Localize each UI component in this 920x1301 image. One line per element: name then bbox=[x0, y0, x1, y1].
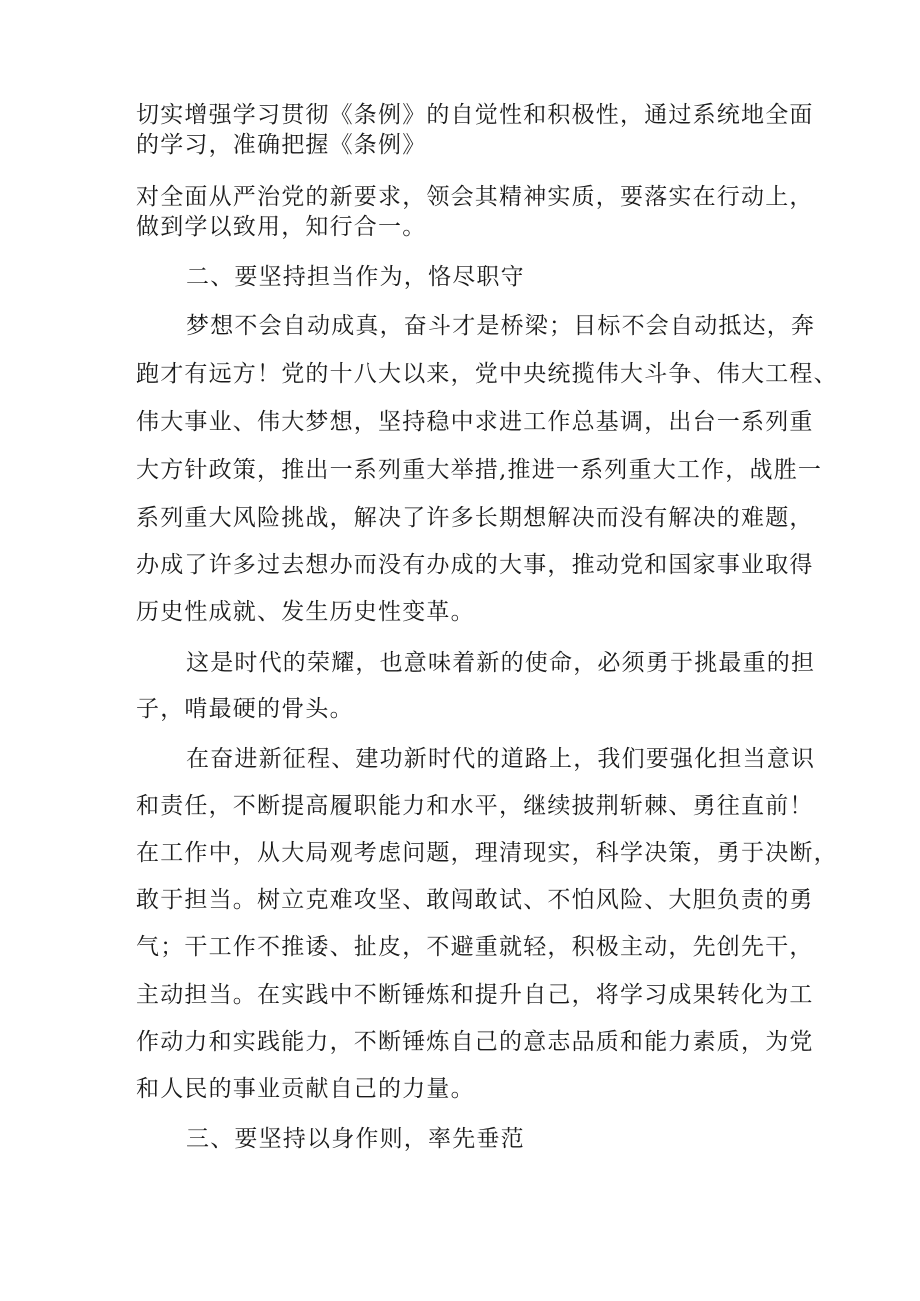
paragraph-line: 和责任，不断提高履职能力和水平，继续披荆斩棘、勇往直前！ bbox=[136, 793, 814, 819]
paragraph-line: 在奋进新征程、建功新时代的道路上，我们要强化担当意识 bbox=[186, 746, 816, 772]
paragraph-line: 在工作中，从大局观考虑问题，理清现实，科学决策，勇于决断， bbox=[136, 840, 838, 866]
paragraph-line: 大方针政策，推出一系列重大举措,推进一系列重大工作，战胜一 bbox=[136, 457, 823, 483]
paragraph-line: 切实增强学习贯彻《条例》的自觉性和积极性，通过系统地全面 bbox=[136, 102, 814, 128]
paragraph-line: 办成了许多过去想办而没有办成的大事，推动党和国家事业取得 bbox=[136, 552, 814, 578]
paragraph-line: 气；干工作不推诿、扯皮，不避重就轻，积极主动，先创先干， bbox=[136, 934, 814, 960]
paragraph-line: 主动担当。在实践中不断锤炼和提升自己，将学习成果转化为工 bbox=[136, 982, 814, 1008]
section-heading: 三、要坚持以身作则，率先垂范 bbox=[186, 1126, 525, 1152]
paragraph-line: 敢于担当。树立克难攻坚、敢闯敢试、不怕风险、大胆负责的勇 bbox=[136, 887, 814, 913]
paragraph-line: 系列重大风险挑战，解决了许多长期想解决而没有解决的难题， bbox=[136, 505, 814, 531]
paragraph-line: 这是时代的荣耀，也意味着新的使命，必须勇于挑最重的担 bbox=[186, 650, 816, 676]
paragraph-line: 做到学以致用，知行合一。 bbox=[136, 214, 427, 240]
section-heading: 二、要坚持担当作为，恪尽职守 bbox=[186, 264, 525, 290]
paragraph-line: 跑才有远方！党的十八大以来，党中央统揽伟大斗争、伟大工程、 bbox=[136, 361, 838, 387]
paragraph-line: 历史性成就、发生历史性变革。 bbox=[136, 599, 475, 625]
paragraph-line: 和人民的事业贡献自己的力量。 bbox=[136, 1076, 475, 1102]
paragraph-line: 子，啃最硬的骨头。 bbox=[136, 696, 354, 722]
paragraph-line: 作动力和实践能力，不断锤炼自己的意志品质和能力素质，为党 bbox=[136, 1029, 814, 1055]
paragraph-line: 伟大事业、伟大梦想，坚持稳中求进工作总基调，出台一系列重 bbox=[136, 409, 814, 435]
paragraph-line: 对全面从严治党的新要求，领会其精神实质，要落实在行动上， bbox=[136, 184, 814, 210]
paragraph-line: 的学习，准确把握《条例》 bbox=[136, 132, 427, 158]
paragraph-line: 梦想不会自动成真，奋斗才是桥梁；目标不会自动抵达，奔 bbox=[186, 313, 816, 339]
